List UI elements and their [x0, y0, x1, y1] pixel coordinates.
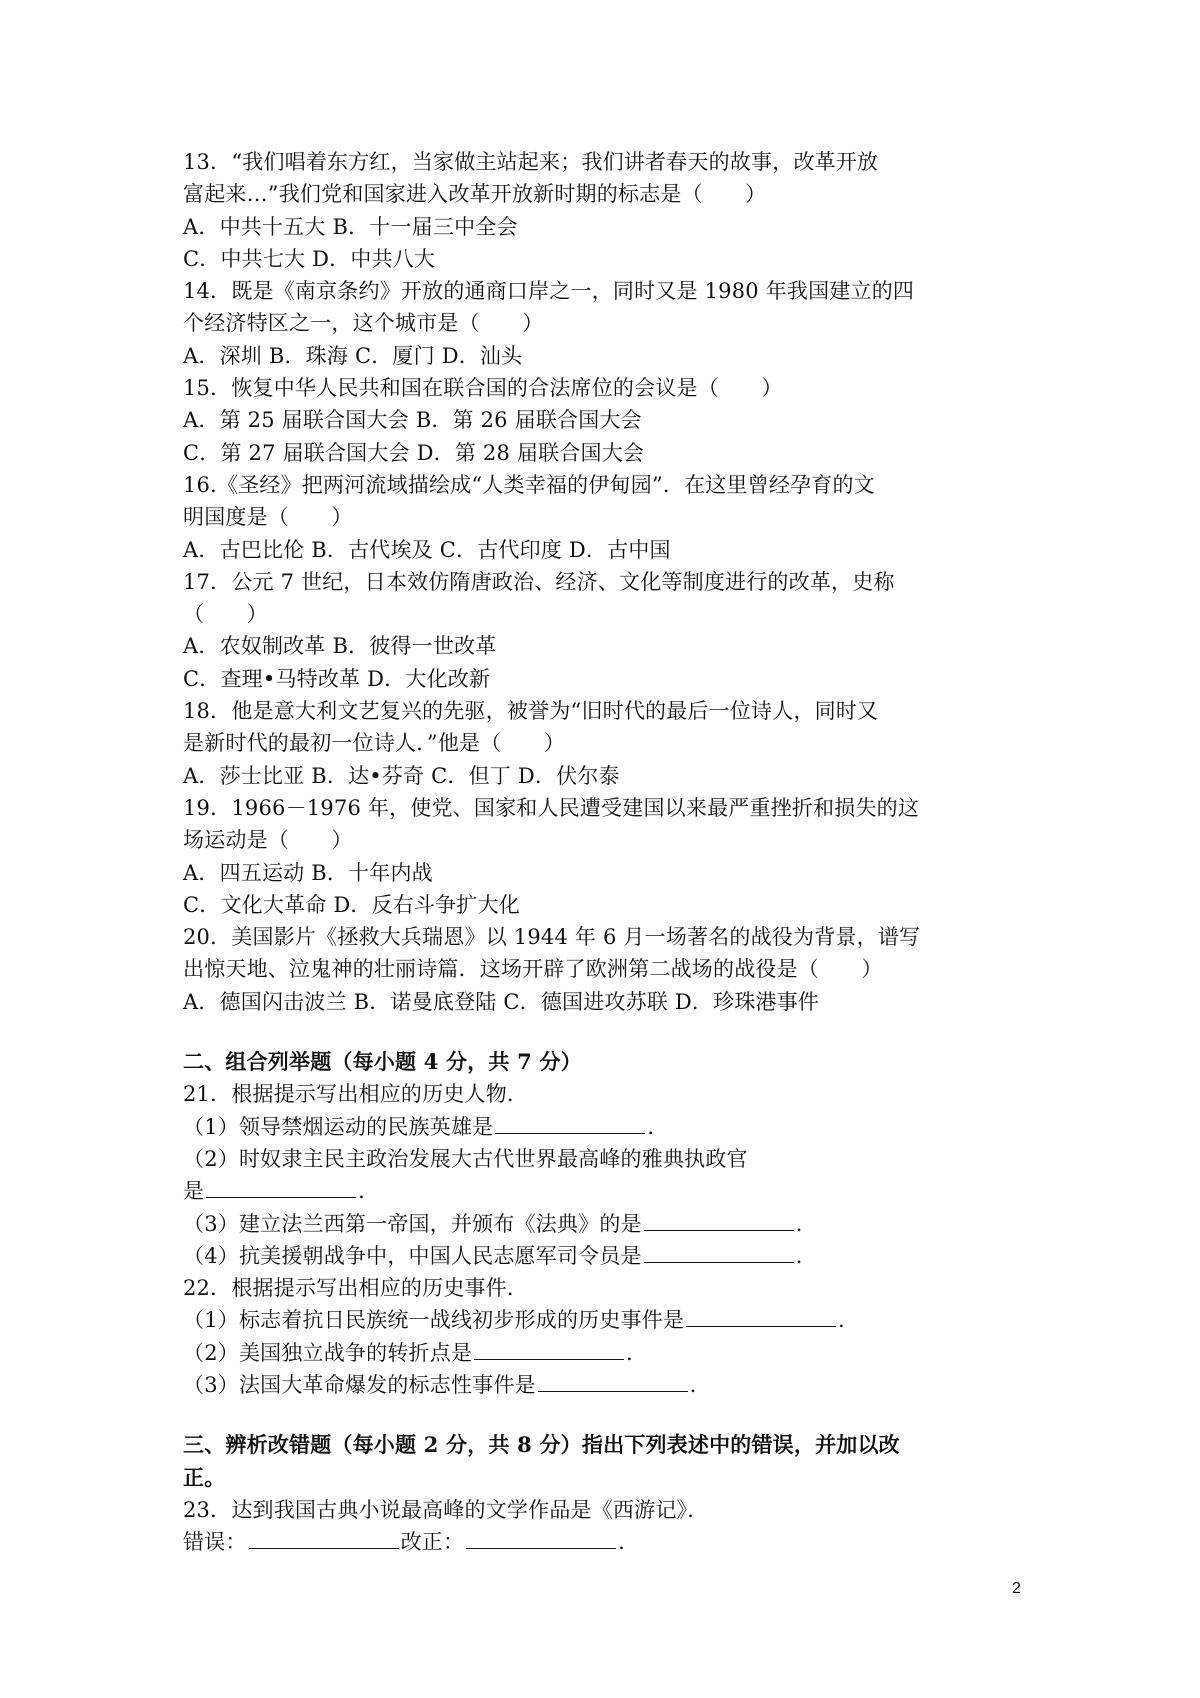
question-line: 16.《圣经》把两河流域描绘成“人类幸福的伊甸园”．在这里曾经孕育的文 — [183, 472, 875, 497]
answer-blank[interactable] — [538, 1369, 688, 1392]
answer-blank[interactable] — [644, 1208, 794, 1231]
question-line: 18．他是意大利文艺复兴的先驱，被誉为“旧时代的最后一位诗人，同时又 — [183, 699, 879, 724]
question-line: A．莎士比亚 B．达•芬奇 C．但丁 D．伏尔泰 — [183, 763, 620, 788]
fill-item — [183, 1240, 1033, 1272]
fill-item — [183, 1111, 1033, 1143]
question-line: 17．公元 7 世纪，日本效仿隋唐政治、经济、文化等制度进行的改革，史称 — [183, 569, 895, 594]
question-line: C．文化大革命 D．反右斗争扩大化 — [183, 892, 520, 917]
section-heading: 正。 — [183, 1464, 226, 1490]
end-mark: ． — [358, 1179, 380, 1204]
section-three — [183, 1429, 1033, 1558]
question-line: A．第 25 届联合国大会 B．第 26 届联合国大会 — [183, 408, 642, 433]
question-line: A．农奴制改革 B．彼得一世改革 — [183, 634, 497, 659]
question-line: A．深圳 B．珠海 C．厦门 D．汕头 — [183, 343, 523, 368]
multiple-choice-questions — [183, 146, 1033, 1018]
question-line: 个经济特区之一，这个城市是（ ） — [183, 311, 544, 336]
section-heading: 三、辨析改错题（每小题 2 分，共 8 分）指出下列表述中的错误，并加以改 — [183, 1432, 900, 1458]
question-line: 富起来…”我们党和国家进入改革开放新时期的标志是（ ） — [183, 182, 767, 207]
end-mark: ． — [647, 1114, 669, 1139]
page-number: 2 — [1012, 1580, 1021, 1597]
end-mark: ． — [795, 1211, 817, 1236]
exam-page — [183, 146, 1033, 1558]
answer-blank[interactable] — [495, 1111, 645, 1134]
fill-item — [183, 1526, 1033, 1558]
question-line: 场运动是（ ） — [183, 828, 353, 853]
section-heading: 二、组合列举题（每小题 4 分，共 7 分） — [183, 1049, 582, 1075]
fill-item-text: （1）领导禁烟运动的民族英雄是 — [183, 1114, 494, 1139]
fill-item — [183, 1175, 1033, 1207]
question-stem: 21．根据提示写出相应的历史人物． — [183, 1082, 529, 1107]
question-line: （ ） — [183, 602, 268, 627]
section-gap — [183, 1401, 1033, 1429]
answer-blank[interactable] — [474, 1337, 624, 1360]
answer-blank[interactable] — [644, 1240, 794, 1263]
question-line: 13．“我们唱着东方红，当家做主站起来；我们讲者春天的故事，改革开放 — [183, 150, 879, 174]
error-blank[interactable] — [249, 1526, 399, 1549]
question-line: A．中共十五大 B．十一届三中全会 — [183, 214, 518, 239]
section-two — [183, 1046, 1033, 1401]
question-stem: 22．根据提示写出相应的历史事件． — [183, 1276, 529, 1301]
fill-item-text: （3）建立法兰西第一帝国，并颁布《法典》的是 — [183, 1211, 642, 1236]
question-line: C．第 27 届联合国大会 D．第 28 届联合国大会 — [183, 440, 645, 465]
question-line: A．四五运动 B．十年内战 — [183, 860, 433, 885]
question-line: 出惊天地、泣鬼神的壮丽诗篇．这场开辟了欧洲第二战场的战役是（ ） — [183, 957, 883, 982]
end-mark: ． — [626, 1340, 648, 1365]
question-line: 14．既是《南京条约》开放的通商口岸之一，同时又是 1980 年我国建立的四 — [183, 279, 915, 304]
answer-blank[interactable] — [686, 1304, 836, 1327]
fill-item — [183, 1369, 1033, 1401]
question-line: 明国度是（ ） — [183, 505, 353, 530]
end-mark: ． — [795, 1243, 817, 1268]
question-line: C．查理•马特改革 D．大化改新 — [183, 666, 491, 691]
fill-item — [183, 1208, 1033, 1240]
question-line: A．古巴比伦 B．古代埃及 C．古代印度 D．古中国 — [183, 537, 671, 562]
correction-label: 改正： — [400, 1530, 465, 1555]
fill-item — [183, 1304, 1033, 1336]
question-line: 19．1966－1976 年，使党、国家和人民遭受建国以来最严重挫折和损失的这 — [183, 795, 920, 820]
fill-item — [183, 1337, 1033, 1369]
fill-item-text: （2）时奴隶主民主政治发展大古代世界最高峰的雅典执政官 — [183, 1146, 748, 1171]
answer-blank[interactable] — [206, 1175, 356, 1198]
question-line: 是新时代的最初一位诗人．”他是（ ） — [183, 731, 566, 756]
question-line: A．德国闪击波兰 B．诺曼底登陆 C．德国进攻苏联 D．珍珠港事件 — [183, 989, 820, 1014]
fill-item-text: 是 — [183, 1179, 205, 1204]
fill-item-text: （4）抗美援朝战争中，中国人民志愿军司令员是 — [183, 1243, 642, 1268]
error-label: 错误： — [183, 1530, 247, 1555]
question-stem: 23．达到我国古典小说最高峰的文学作品是《西游记》． — [183, 1497, 709, 1522]
fill-item-text: （1）标志着抗日民族统一战线初步形成的历史事件是 — [183, 1308, 685, 1333]
end-mark: ． — [618, 1530, 640, 1555]
section-gap — [183, 1018, 1033, 1046]
fill-item-text: （2）美国独立战争的转折点是 — [183, 1340, 473, 1365]
end-mark: ． — [838, 1308, 860, 1333]
end-mark: ． — [689, 1372, 711, 1397]
question-line: C．中共七大 D．中共八大 — [183, 246, 436, 271]
fill-item-text: （3）法国大革命爆发的标志性事件是 — [183, 1372, 536, 1397]
question-line: 20．美国影片《拯救大兵瑞恩》以 1944 年 6 月一场著名的战役为背景，谱写 — [183, 925, 921, 950]
question-line: 15．恢复中华人民共和国在联合国的合法席位的会议是（ ） — [183, 376, 783, 401]
correction-blank[interactable] — [466, 1526, 616, 1549]
